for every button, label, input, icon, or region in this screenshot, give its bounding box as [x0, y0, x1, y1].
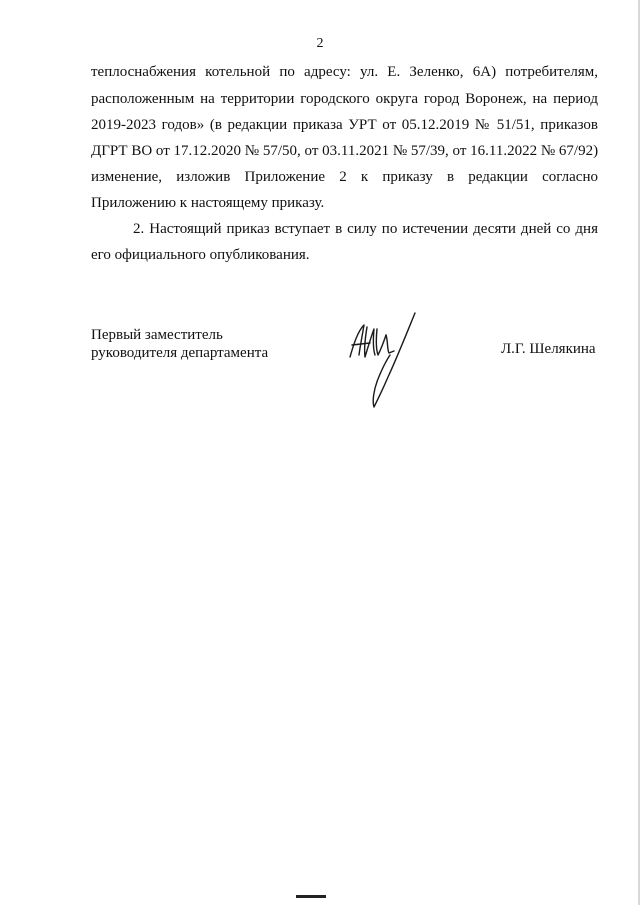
- paragraph-line: теплоснабжения котельной по адресу: ул. Е. Зеленко, 6А) потребителям,: [91, 64, 598, 80]
- page-number: 2: [316, 36, 324, 51]
- paragraph-line: ДГРТ ВО от 17.12.2020 № 57/50, от 03.11.2021 № 57/39, от 16.11.2022 № 67/92): [91, 143, 599, 159]
- signature-drawing: [340, 305, 430, 415]
- paragraph-line: Приложению к настоящему приказу.: [91, 195, 325, 211]
- paragraph-line: его официального опубликования.: [91, 247, 310, 263]
- position-line-1: Первый заместитель: [91, 327, 223, 343]
- paragraph-line: расположенным на территории городского округа город Воронеж, на период: [91, 91, 598, 107]
- paragraph-line: 2. Настоящий приказ вступает в силу по истечении десяти дней со дня: [133, 221, 598, 237]
- signatory-name: Л.Г. Шелякина: [501, 341, 596, 357]
- signatory-position: [91, 326, 268, 362]
- handwritten-signature: [340, 305, 430, 420]
- paragraph-line: изменение, изложив Приложение 2 к приказу в редакции согласно: [91, 169, 598, 185]
- scan-artifact: [296, 895, 326, 898]
- position-line-2: руководителя департамента: [91, 345, 269, 361]
- paragraph-line: 2019-2023 годов» (в редакции приказа УРТ от 05.12.2019 № 51/51, приказов: [91, 117, 598, 133]
